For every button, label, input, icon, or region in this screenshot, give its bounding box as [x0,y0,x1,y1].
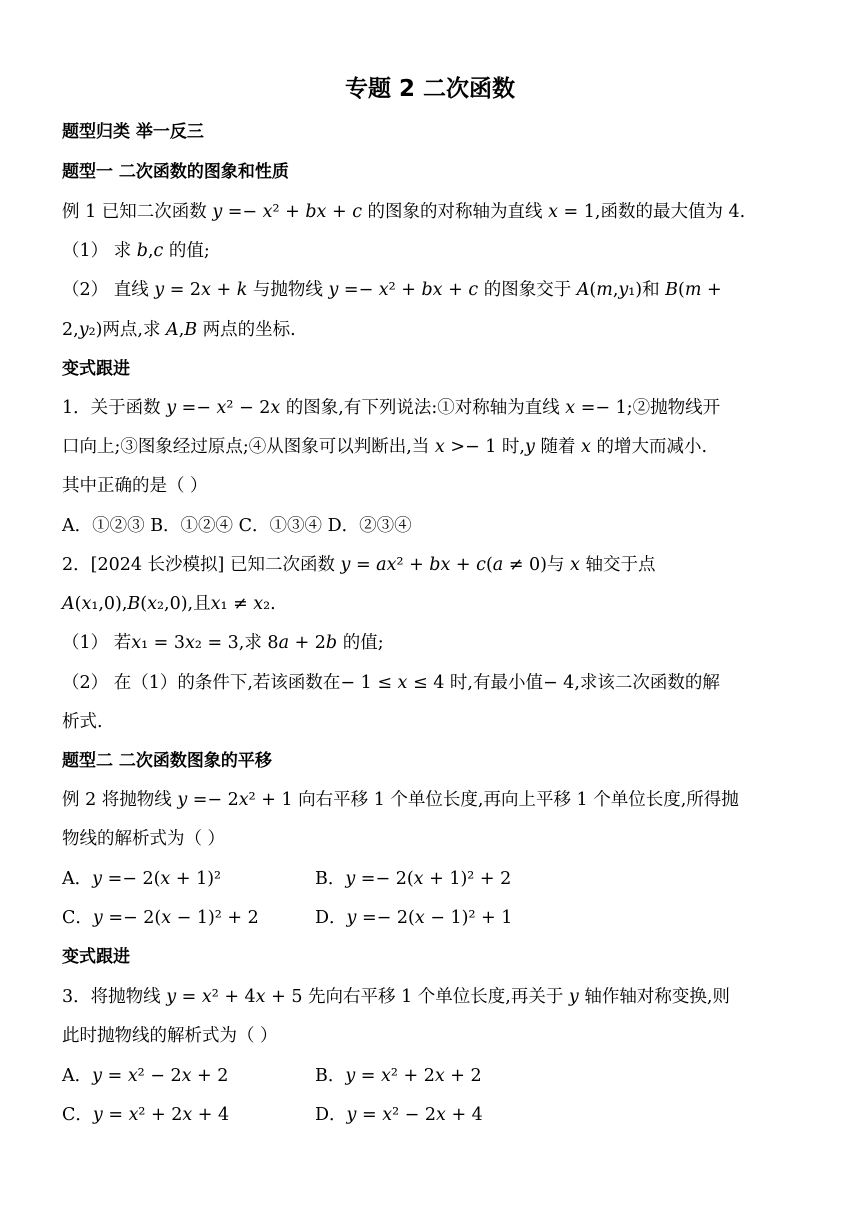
problem2-line1: 2．[2024 长沙模拟] 已知二次函数 𝑦 = 𝑎𝑥² + 𝑏𝑥 + 𝑐(𝑎 ≠ 0)与 𝑥 轴交于点 [62,555,656,575]
problem3-line2: 此时抛物线的解析式为（ ） [62,1026,278,1046]
example2-line1: 例 2 将抛物线 𝑦 =− 2𝑥² + 1 向右平移 1 个单位长度,再向上平移 1 个单位长度,所得抛 [62,790,739,810]
problem3-option-d: D．𝑦 = 𝑥² − 2𝑥 + 4 [315,1105,483,1125]
problem3-option-b: B．𝑦 = 𝑥² + 2𝑥 + 2 [315,1066,482,1086]
example1-question1: （1） 求 𝑏,𝑐 的值; [62,241,210,261]
example1-question2-line1: （2） 直线 𝑦 = 2𝑥 + 𝑘 与抛物线 𝑦 =− 𝑥² + 𝑏𝑥 + 𝑐 的图象交于 𝐴(𝑚,𝑦₁)和 𝐵(𝑚 + [62,280,722,300]
example2-option-c: C．𝑦 =− 2(𝑥 − 1)² + 2 [62,908,259,928]
problem3-option-c: C．𝑦 = 𝑥² + 2𝑥 + 4 [62,1105,230,1125]
problem2-line2: 𝐴(𝑥₁,0),𝐵(𝑥₂,0),且𝑥₁ ≠ 𝑥₂. [62,594,276,614]
example2-option-b: B．𝑦 =− 2(𝑥 + 1)² + 2 [315,869,512,889]
example1-stem: 例 1 已知二次函数 𝑦 =− 𝑥² + 𝑏𝑥 + 𝑐 的图象的对称轴为直线 𝑥 = 1,函数的最大值为 4. [62,202,746,222]
problem3-option-a: A．𝑦 = 𝑥² − 2𝑥 + 2 [62,1066,229,1086]
type1-heading: 题型一 二次函数的图象和性质 [62,162,289,182]
problem1-line1: 1．关于函数 𝑦 =− 𝑥² − 2𝑥 的图象,有下列说法:①对称轴为直线 𝑥 =− 1;②抛物线开 [62,398,721,418]
type2-heading: 题型二 二次函数图象的平移 [62,751,272,771]
example2-option-a: A．𝑦 =− 2(𝑥 + 1)² [62,869,222,889]
problem2-question2-line2: 析式. [62,712,103,732]
example2-line2: 物线的解析式为（ ） [62,829,226,849]
problem1-line2: 口向上;③图象经过原点;④从图象可以判断出,当 𝑥 >− 1 时,𝑦 随着 𝑥 的增大而减小. [62,437,708,457]
variant-heading-2: 变式跟进 [62,947,130,967]
problem1-options: A．①②③ B．①②④ C．①③④ D．②③④ [62,516,412,536]
problem2-question1: （1） 若𝑥₁ = 3𝑥₂ = 3,求 8𝑎 + 2𝑏 的值; [62,633,384,653]
problem2-question2-line1: （2） 在（1）的条件下,若该函数在− 1 ≤ 𝑥 ≤ 4 时,有最小值− 4,求该二次函数的解 [62,673,720,693]
page-title: 专题 2 二次函数 [344,76,516,102]
variant-heading-1: 变式跟进 [62,359,130,379]
problem1-line3: 其中正确的是（ ） [62,476,208,496]
example2-option-d: D．𝑦 =− 2(𝑥 − 1)² + 1 [315,908,513,928]
problem3-line1: 3．将抛物线 𝑦 = 𝑥² + 4𝑥 + 5 先向右平移 1 个单位长度,再关于 𝑦 轴作轴对称变换,则 [62,987,730,1007]
section-intro-heading: 题型归类 举一反三 [62,122,204,142]
example1-question2-line2: 2,𝑦₂)两点,求 𝐴,𝐵 两点的坐标. [62,320,296,340]
